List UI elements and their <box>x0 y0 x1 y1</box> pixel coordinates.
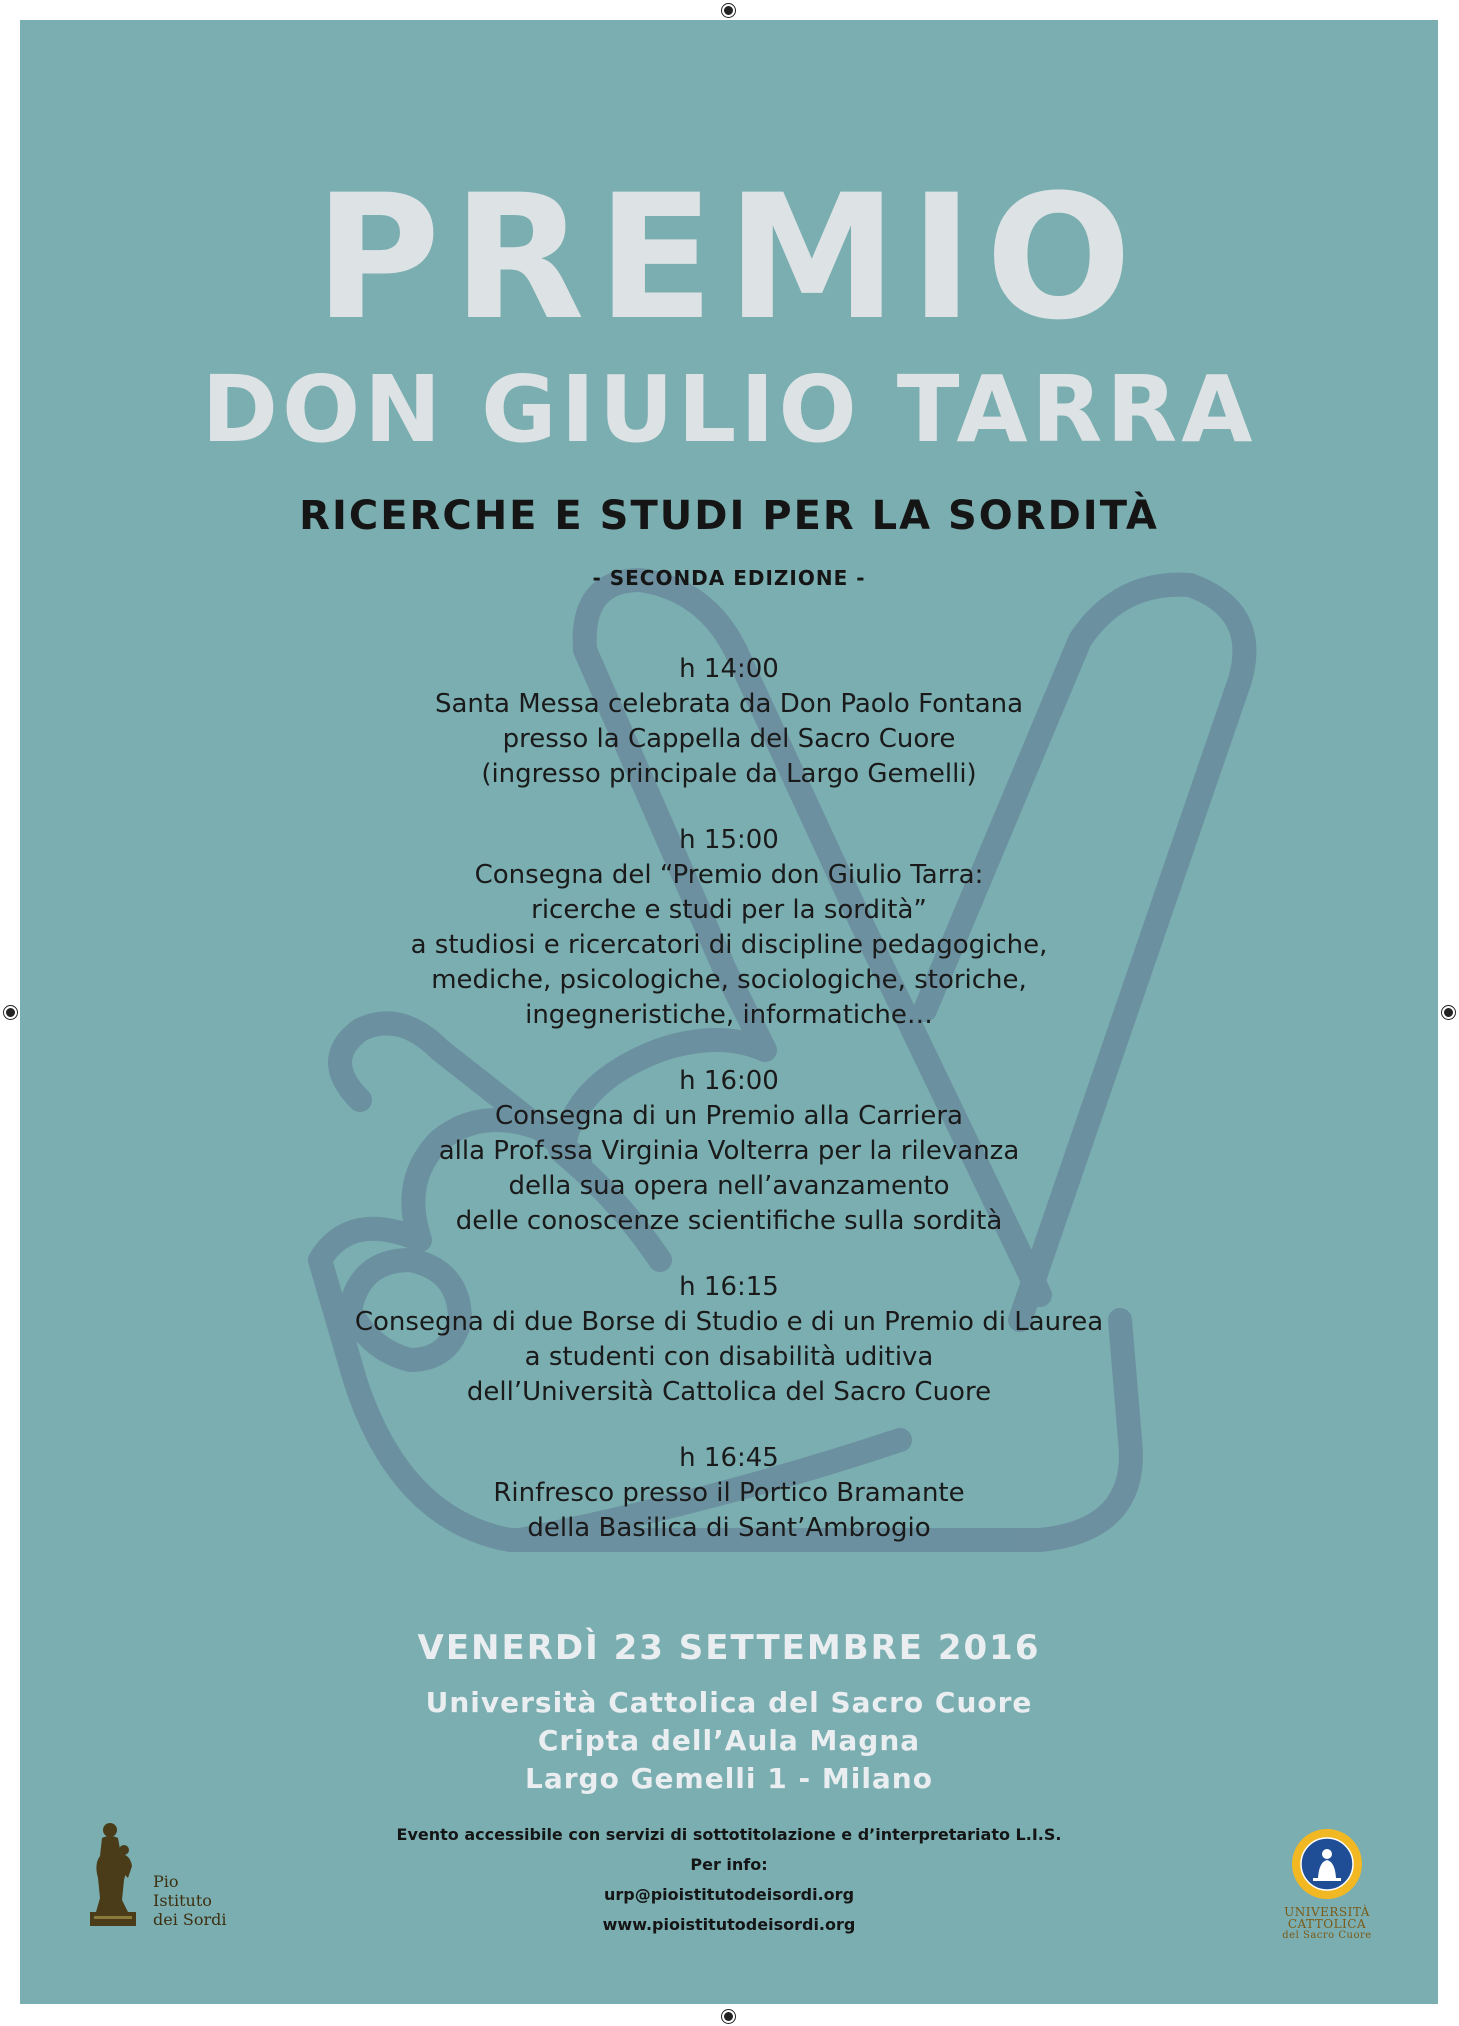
universita-cattolica-logo <box>1272 1828 1382 1941</box>
info-block <box>20 1820 1438 1940</box>
pio-istituto-logo <box>88 1820 228 1930</box>
info-website-link[interactable]: www.pioistitutodeisordi.org <box>602 1915 856 1934</box>
subtitle: RICERCHE E STUDI PER LA SORDITÀ <box>299 493 1159 539</box>
schedule-time: h 16:45 <box>679 1443 779 1473</box>
venue-line: Cripta dell’Aula Magna <box>537 1724 921 1757</box>
schedule-item <box>20 823 1438 1033</box>
schedule-line: presso la Cappella del Sacro Cuore <box>502 724 956 754</box>
schedule-line: ricerche e studi per la sordità” <box>531 895 927 925</box>
schedule-item <box>20 1270 1438 1410</box>
schedule-time: h 15:00 <box>679 825 779 855</box>
title-premio: PREMIO <box>314 157 1144 358</box>
schedule-line: Consegna di un Premio alla Carriera <box>495 1101 963 1131</box>
schedule-line: Santa Messa celebrata da Don Paolo Fontana <box>434 689 1024 719</box>
schedule-line: a studiosi e ricercatori di discipline pedagogiche, <box>410 930 1048 960</box>
schedule-line: (ingresso principale da Largo Gemelli) <box>481 759 977 789</box>
accessibility-note: Evento accessibile con servizi di sottotitolazione e d’interpretariato L.I.S. <box>396 1825 1062 1844</box>
schedule-time: h 16:15 <box>679 1272 779 1302</box>
schedule <box>20 652 1438 1577</box>
logo-right-line: CATTOLICA <box>1287 1917 1367 1931</box>
info-label: Per info: <box>690 1855 768 1874</box>
event-date: VENERDÌ 23 SETTEMBRE 2016 <box>417 1628 1041 1668</box>
schedule-time: h 16:00 <box>679 1066 779 1096</box>
logo-left-line: dei Sordi <box>153 1910 227 1929</box>
title-don-giulio-tarra: DON GIULIO TARRA <box>201 356 1257 463</box>
logo-left-line: Pio <box>153 1872 179 1891</box>
registration-mark-bottom <box>722 2010 735 2023</box>
logo-right-line: del Sacro Cuore <box>1282 1930 1372 1941</box>
schedule-item <box>20 652 1438 792</box>
university-seal-icon <box>1291 1828 1363 1900</box>
event-venue <box>20 1684 1438 1798</box>
venue-line: Largo Gemelli 1 - Milano <box>525 1762 933 1795</box>
statue-icon <box>88 1820 148 1930</box>
registration-mark-right <box>1442 1006 1455 1019</box>
schedule-line: a studenti con disabilità uditiva <box>524 1342 934 1372</box>
schedule-line: della Basilica di Sant’Ambrogio <box>527 1513 931 1543</box>
info-email-link[interactable]: urp@pioistitutodeisordi.org <box>603 1885 855 1904</box>
schedule-time: h 14:00 <box>679 654 779 684</box>
schedule-line: ingegneristiche, informatiche… <box>525 1000 933 1030</box>
logo-left-line: Istituto <box>153 1891 212 1910</box>
schedule-line: dell’Università Cattolica del Sacro Cuore <box>466 1377 992 1407</box>
registration-mark-top <box>722 4 735 17</box>
schedule-line: delle conoscenze scientifiche sulla sordità <box>455 1206 1003 1236</box>
edition-label: - SECONDA EDIZIONE - <box>592 566 866 590</box>
schedule-line: alla Prof.ssa Virginia Volterra per la rilevanza <box>438 1136 1020 1166</box>
schedule-line: Rinfresco presso il Portico Bramante <box>493 1478 965 1508</box>
poster <box>20 20 1438 2004</box>
venue-line: Università Cattolica del Sacro Cuore <box>425 1686 1033 1719</box>
schedule-item <box>20 1064 1438 1239</box>
logo-right-line: UNIVERSITÀ <box>1284 1905 1370 1919</box>
schedule-line: della sua opera nell’avanzamento <box>508 1171 950 1201</box>
schedule-item <box>20 1441 1438 1546</box>
schedule-line: Consegna di due Borse di Studio e di un Premio di Laurea <box>354 1307 1104 1337</box>
schedule-line: Consegna del “Premio don Giulio Tarra: <box>474 860 984 890</box>
schedule-line: mediche, psicologiche, sociologiche, storiche, <box>431 965 1027 995</box>
registration-mark-left <box>4 1006 17 1019</box>
